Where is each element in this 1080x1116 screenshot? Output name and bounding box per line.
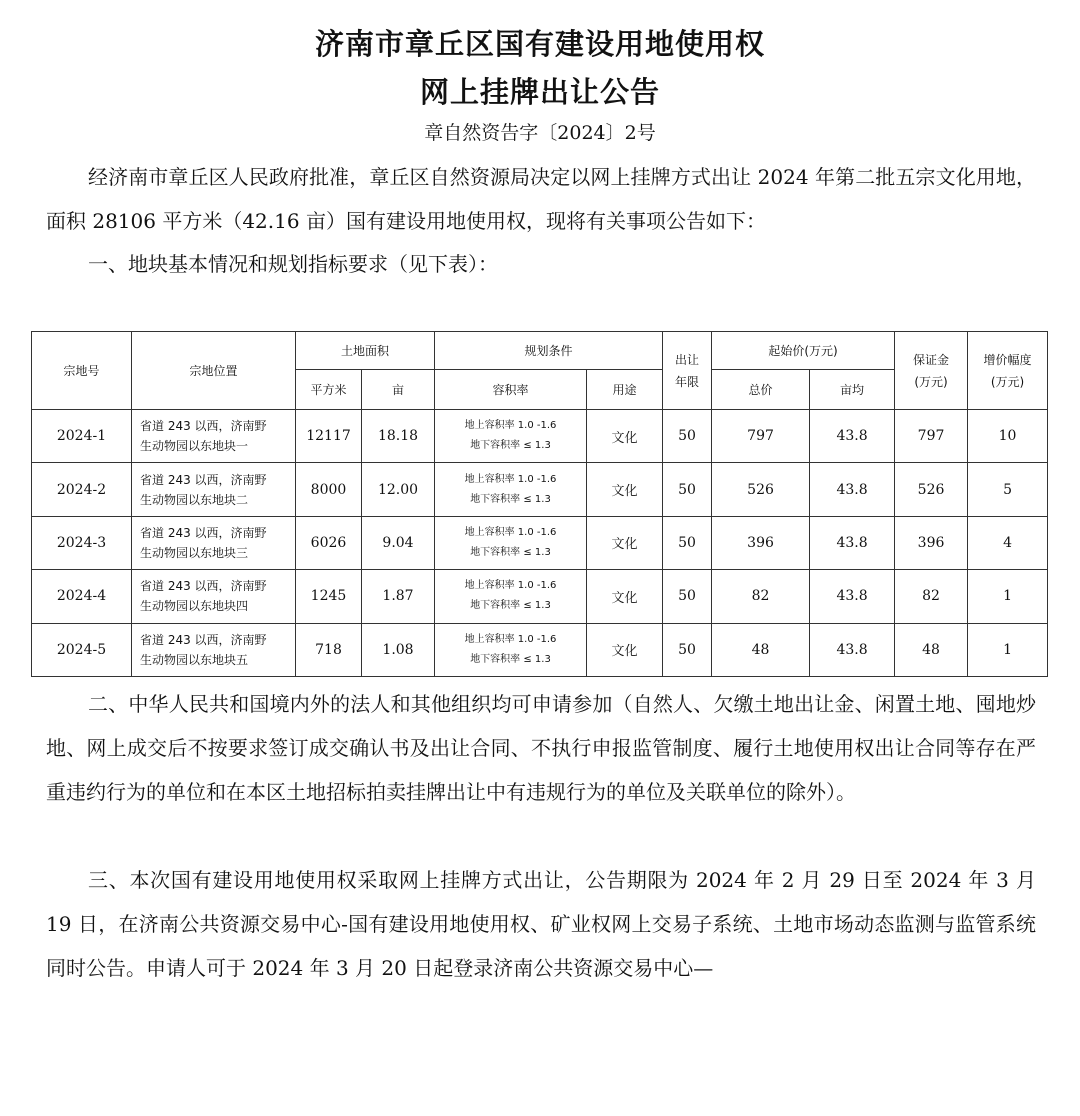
title-line-1: 济南市章丘区国有建设用地使用权 xyxy=(314,27,765,61)
header-area-sqm: 平方米 xyxy=(296,370,362,410)
cell-location xyxy=(132,570,296,623)
cell-far-above: 地上容积率 1.0 -1.6 xyxy=(464,580,557,592)
header-term-line2: 年限 xyxy=(675,374,700,389)
cell-location-line1: 省道 243 以西，济南野 xyxy=(140,525,267,540)
header-total: 总价 xyxy=(712,370,810,410)
cell-term: 50 xyxy=(663,623,712,676)
cell-area-sqm: 12117 xyxy=(296,410,362,463)
cell-per-mu: 43.8 xyxy=(810,623,895,676)
cell-far xyxy=(435,570,587,623)
cell-location-line2: 生动物园以东地块四 xyxy=(140,599,249,614)
cell-area-mu: 1.08 xyxy=(362,623,435,676)
cell-deposit: 82 xyxy=(895,570,968,623)
cell-area-sqm: 8000 xyxy=(296,463,362,516)
cell-per-mu: 43.8 xyxy=(810,570,895,623)
cell-increment: 5 xyxy=(968,463,1048,516)
cell-use: 文化 xyxy=(587,516,663,569)
document-number: 章自然资告字〔2024〕2号 xyxy=(424,122,656,144)
cell-use: 文化 xyxy=(587,410,663,463)
header-parcel-no: 宗地号 xyxy=(32,332,132,410)
cell-far xyxy=(435,463,587,516)
header-term-line1: 出让 xyxy=(675,352,700,367)
cell-far-above: 地上容积率 1.0 -1.6 xyxy=(464,633,557,645)
header-per-mu: 亩均 xyxy=(810,370,895,410)
cell-location-line2: 生动物园以东地块三 xyxy=(140,545,249,560)
table-row xyxy=(32,623,1048,676)
table-row xyxy=(32,516,1048,569)
cell-location-line1: 省道 243 以西，济南野 xyxy=(140,579,267,594)
header-use: 用途 xyxy=(587,370,663,410)
cell-far xyxy=(435,516,587,569)
header-deposit-line2: (万元) xyxy=(914,374,948,389)
header-area: 土地面积 xyxy=(296,332,435,370)
cell-use: 文化 xyxy=(587,463,663,516)
cell-location-line2: 生动物园以东地块五 xyxy=(140,652,249,667)
cell-area-mu: 18.18 xyxy=(362,410,435,463)
cell-parcel-no: 2024-4 xyxy=(32,570,132,623)
cell-per-mu: 43.8 xyxy=(810,410,895,463)
cell-per-mu: 43.8 xyxy=(810,463,895,516)
header-location: 宗地位置 xyxy=(132,332,296,410)
cell-use: 文化 xyxy=(587,623,663,676)
cell-far-below: 地下容积率 ≤ 1.3 xyxy=(470,653,551,665)
cell-location-line1: 省道 243 以西，济南野 xyxy=(140,472,267,487)
header-term xyxy=(663,332,712,410)
cell-location xyxy=(132,623,296,676)
cell-total: 82 xyxy=(712,570,810,623)
cell-increment: 10 xyxy=(968,410,1048,463)
cell-area-mu: 9.04 xyxy=(362,516,435,569)
cell-location-line1: 省道 243 以西，济南野 xyxy=(140,419,267,434)
header-start-price: 起始价(万元) xyxy=(712,332,895,370)
cell-location xyxy=(132,516,296,569)
cell-area-mu: 12.00 xyxy=(362,463,435,516)
cell-deposit: 526 xyxy=(895,463,968,516)
cell-far xyxy=(435,410,587,463)
cell-area-sqm: 1245 xyxy=(296,570,362,623)
cell-deposit: 797 xyxy=(895,410,968,463)
section-1-heading: 一、地块基本情况和规划指标要求（见下表）： xyxy=(88,252,498,276)
cell-location-line2: 生动物园以东地块二 xyxy=(140,492,249,507)
cell-area-sqm: 6026 xyxy=(296,516,362,569)
cell-area-sqm: 718 xyxy=(296,623,362,676)
cell-increment: 4 xyxy=(968,516,1048,569)
cell-parcel-no: 2024-1 xyxy=(32,410,132,463)
cell-parcel-no: 2024-5 xyxy=(32,623,132,676)
cell-total: 526 xyxy=(712,463,810,516)
cell-deposit: 396 xyxy=(895,516,968,569)
cell-far-above: 地上容积率 1.0 -1.6 xyxy=(464,420,557,432)
cell-increment: 1 xyxy=(968,570,1048,623)
table-row xyxy=(32,410,1048,463)
cell-location-line1: 省道 243 以西，济南野 xyxy=(140,632,267,647)
cell-location xyxy=(132,410,296,463)
intro-paragraph: 经济南市章丘区人民政府批准，章丘区自然资源局决定以网上挂牌方式出让 2024 年第二批五宗文化用地，面积 28106 平方米（42.16 亩）国有建设用地使用权，现将有关事项公告如下： xyxy=(46,165,1036,233)
cell-increment: 1 xyxy=(968,623,1048,676)
section-2-paragraph: 二、中华人民共和国境内外的法人和其他组织均可申请参加（自然人、欠缴土地出让金、闲置土地、囤地炒地、网上成交后不按要求签订成交确认书及出让合同、不执行申报监管制度、履行土地使用权出让合同等存在严重违约行为的单位和在本区土地招标拍卖挂牌出让中有违规行为的单位及关联单位的除外）。 xyxy=(46,692,1036,804)
section-3-paragraph: 三、本次国有建设用地使用权采取网上挂牌方式出让，公告期限为 2024 年 2 月 29 日至 2024 年 3 月 19 日，在济南公共资源交易中心-国有建设用地使用权、矿业权网上交易子系统、土地市场动态监测与监管系统同时公告。申请人可于 2024 年 3 月 20 日起登录济南公共资源交易中心— xyxy=(46,868,1036,980)
header-far: 容积率 xyxy=(435,370,587,410)
cell-deposit: 48 xyxy=(895,623,968,676)
cell-far-below: 地下容积率 ≤ 1.3 xyxy=(470,546,551,558)
cell-far-below: 地下容积率 ≤ 1.3 xyxy=(470,493,551,505)
cell-use: 文化 xyxy=(587,570,663,623)
header-increment-line1: 增价幅度 xyxy=(983,352,1032,367)
cell-far xyxy=(435,623,587,676)
header-increment xyxy=(968,332,1048,410)
cell-parcel-no: 2024-2 xyxy=(32,463,132,516)
cell-location xyxy=(132,463,296,516)
cell-term: 50 xyxy=(663,570,712,623)
header-area-mu: 亩 xyxy=(362,370,435,410)
table-row xyxy=(32,570,1048,623)
cell-term: 50 xyxy=(663,516,712,569)
cell-per-mu: 43.8 xyxy=(810,516,895,569)
header-increment-line2: (万元) xyxy=(990,374,1025,389)
cell-far-below: 地下容积率 ≤ 1.3 xyxy=(470,600,551,612)
land-parcel-table xyxy=(31,331,1048,677)
cell-area-mu: 1.87 xyxy=(362,570,435,623)
header-deposit xyxy=(895,332,968,410)
header-planning: 规划条件 xyxy=(435,332,663,370)
cell-total: 396 xyxy=(712,516,810,569)
cell-far-above: 地上容积率 1.0 -1.6 xyxy=(464,473,557,485)
cell-term: 50 xyxy=(663,410,712,463)
cell-far-below: 地下容积率 ≤ 1.3 xyxy=(470,440,551,452)
cell-location-line2: 生动物园以东地块一 xyxy=(140,439,249,454)
cell-parcel-no: 2024-3 xyxy=(32,516,132,569)
title-line-2: 网上挂牌出让公告 xyxy=(419,75,660,109)
table-row xyxy=(32,463,1048,516)
header-deposit-line1: 保证金 xyxy=(913,352,950,367)
cell-term: 50 xyxy=(663,463,712,516)
cell-total: 797 xyxy=(712,410,810,463)
cell-total: 48 xyxy=(712,623,810,676)
cell-far-above: 地上容积率 1.0 -1.6 xyxy=(464,526,557,538)
